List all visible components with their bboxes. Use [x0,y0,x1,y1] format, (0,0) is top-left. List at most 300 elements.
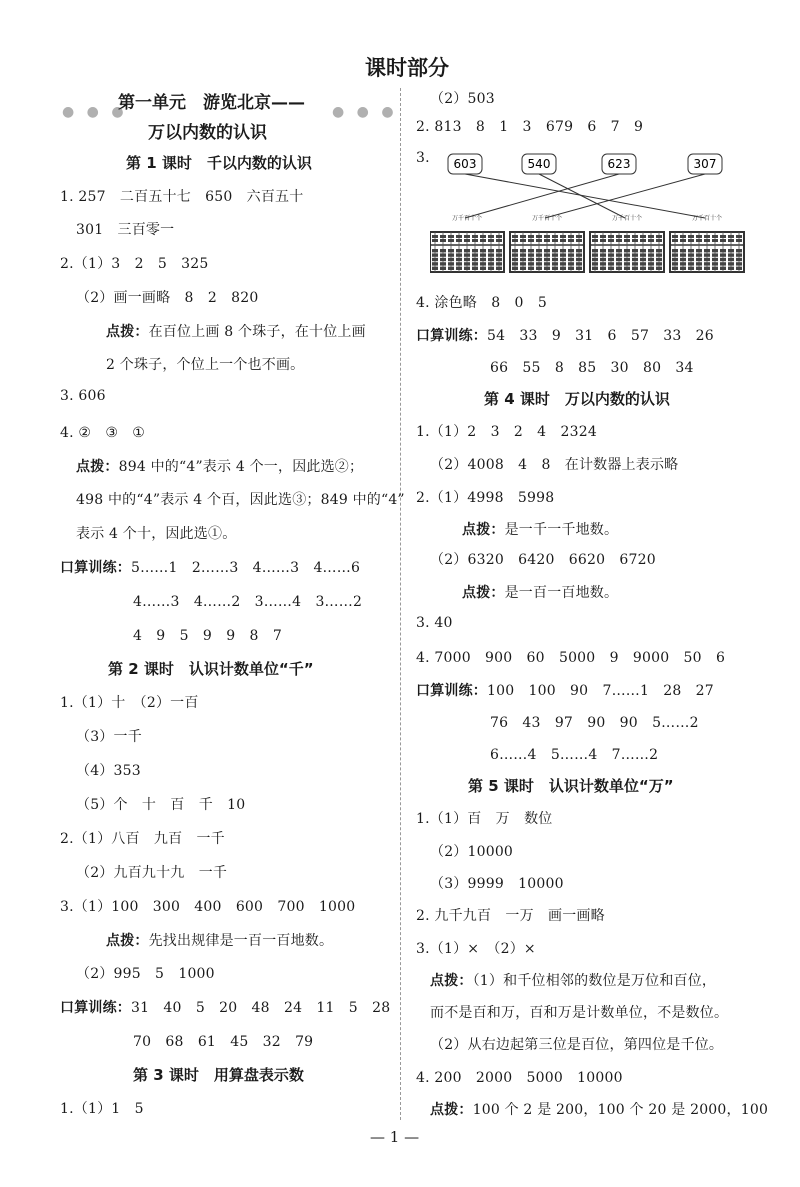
answer-line: 2. 813 8 1 3 679 6 7 9 [416,119,644,135]
abacus-bead [528,253,534,256]
abacus-bead [688,267,694,270]
abacus-bead [600,267,606,270]
abacus-bead [472,253,478,256]
abacus-bead [656,258,662,261]
abacus-bead [536,267,542,270]
abacus-bead [440,235,446,238]
abacus-bead [616,249,622,252]
abacus-bead [632,253,638,256]
abacus-bead [592,249,598,252]
tip-label: 点拨： [430,1102,473,1118]
abacus-bead [528,249,534,252]
oral-training-line: 76 43 97 90 90 5……2 [490,715,699,731]
abacus-bead [736,262,742,265]
abacus-bead [648,235,654,238]
tip-text: （1）和千位相邻的数位是万位和百位， [472,973,717,989]
abacus-bead [600,235,606,238]
abacus-bead [568,253,574,256]
abacus-bead [528,235,534,238]
answer-line: 3.（1）× （2）× [416,941,536,957]
tip-line: 498 中的“4”表示 4 个百，因此选③；849 中的“4” [76,492,405,508]
abacus-bead [728,253,734,256]
tip-label: 点拨： [462,585,505,601]
abacus-bead [648,249,654,252]
tip-line: 2 个珠子，个位上一个也不画。 [106,357,305,373]
answer-line: 2.（1）八百 九百 一千 [60,831,225,847]
abacus-bead [528,258,534,261]
abacus-bead [488,258,494,261]
abacus-bead [448,258,454,261]
abacus-bead [616,258,622,261]
abacus-bead [672,258,678,261]
abacus-bead [632,267,638,270]
abacus-bead [640,235,646,238]
abacus-bead [496,258,502,261]
abacus-bead [544,267,550,270]
abacus-bead [712,249,718,252]
answer-line: 3. 40 [416,615,453,631]
abacus-bead [496,239,502,242]
abacus-bead [680,235,686,238]
tip-text: 在百位上画 8 个珠子，在十位上画 [148,324,366,340]
abacus-bead [568,249,574,252]
abacus-bead [592,253,598,256]
abacus-bead [600,258,606,261]
lesson-1-heading: 第 1 课时 千以内数的认识 [126,154,312,172]
abacus-bead [432,258,438,261]
abacus-bead [640,249,646,252]
abacus-bead [576,239,582,242]
abacus-bead [480,253,486,256]
abacus-bead [520,262,526,265]
abacus-bead [608,235,614,238]
abacus-bead [592,239,598,242]
match-line [539,174,625,218]
abacus-bead [448,253,454,256]
tip-label: 点拨： [106,324,149,340]
abacus-bead [720,239,726,242]
abacus-bead [632,235,638,238]
oral-training-line: 4 9 5 9 9 8 7 [133,628,282,644]
abacus-bead [488,249,494,252]
abacus-bead [520,258,526,261]
abacus-bead [688,258,694,261]
place-label: 万千百十个 [612,215,643,222]
abacus-bead [616,262,622,265]
answer-line: 1. 257 二百五十七 650 六百五十 [60,189,304,205]
abacus-bead [472,249,478,252]
abacus-bead [720,267,726,270]
oral-training-line: 66 55 8 85 30 80 34 [490,360,694,376]
abacus-bead [624,249,630,252]
oral-training-line: 4……3 4……2 3……4 3……2 [133,594,363,610]
abacus-bead [472,235,478,238]
answer-line: （4）353 [76,763,141,779]
abacus-bead [432,239,438,242]
answer-line: 3. 606 [60,388,106,404]
abacus-bead [536,249,542,252]
answer-line: 2. 九千九百 一万 画一画略 [416,908,605,924]
abacus-bead [568,262,574,265]
abacus-bead [456,267,462,270]
tip-line [76,456,363,476]
abacus-bead [480,235,486,238]
answer-line: 3. [416,150,430,166]
abacus-bead [432,249,438,252]
abacus-bead [712,262,718,265]
abacus-bead [528,267,534,270]
abacus-bead [440,239,446,242]
number-box-label: 540 [527,157,551,171]
abacus-bead [520,249,526,252]
abacus-bead [568,258,574,261]
place-label: 万千百十个 [692,215,723,222]
abacus-bead [672,262,678,265]
abacus-bead [464,239,470,242]
place-label: 万千百十个 [532,215,563,222]
abacus-bead [536,239,542,242]
abacus-bead [536,258,542,261]
oral-training-line: 6……4 5……4 7……2 [490,747,659,763]
abacus-bead [656,249,662,252]
number-box-label: 307 [693,157,717,171]
abacus-bead [632,239,638,242]
abacus-bead [528,262,534,265]
abacus-bead [544,262,550,265]
abacus-matching-figure [430,148,760,278]
abacus-bead [704,249,710,252]
abacus-bead [448,235,454,238]
oral-text: 54 33 9 31 6 57 33 26 [487,328,714,344]
abacus-bead [456,249,462,252]
abacus-bead [520,253,526,256]
answer-line: 1.（1）百 万 数位 [416,811,553,827]
unit-subtitle: 万以内数的认识 [148,123,267,143]
abacus-bead [616,239,622,242]
abacus-bead [512,262,518,265]
abacus-bead [592,262,598,265]
abacus-bead [736,249,742,252]
abacus-bead [448,267,454,270]
abacus-bead [704,253,710,256]
oral-training-line [60,557,360,577]
abacus-bead [712,235,718,238]
tip-label: 点拨： [106,933,149,949]
abacus-bead [568,267,574,270]
abacus-bead [656,235,662,238]
answer-line: （2）10000 [430,844,514,860]
abacus-bead [544,239,550,242]
abacus-bead [736,239,742,242]
abacus-bead [640,239,646,242]
abacus-bead [696,253,702,256]
abacus-bead [688,239,694,242]
abacus-bead [632,249,638,252]
abacus-bead [616,235,622,238]
abacus-bead [576,262,582,265]
oral-label: 口算训练： [60,560,131,576]
abacus-bead [552,239,558,242]
abacus-bead [632,258,638,261]
oral-text: 31 40 5 20 48 24 11 5 28 [131,1000,391,1016]
answer-line: 4. 涂色略 8 0 5 [416,295,547,311]
abacus-bead [704,239,710,242]
abacus-bead [608,239,614,242]
abacus-bead [736,267,742,270]
abacus-bead [552,262,558,265]
abacus-bead [512,249,518,252]
abacus-bead [720,235,726,238]
abacus-bead [696,249,702,252]
tip-line [430,1099,768,1119]
abacus-bead [648,258,654,261]
abacus-bead [488,239,494,242]
abacus-bead [472,258,478,261]
abacus-bead [464,262,470,265]
abacus-bead [600,253,606,256]
abacus-bead [512,258,518,261]
decorative-dots-right: ● ● ● [332,104,398,120]
abacus-bead [688,235,694,238]
abacus-bead [496,249,502,252]
lesson-2-heading: 第 2 课时 认识计数单位“千” [108,660,314,678]
abacus-bead [608,262,614,265]
abacus-bead [440,258,446,261]
abacus-bead [456,239,462,242]
decorative-dots-left: ● ● ● [62,104,128,120]
abacus-group [430,232,744,272]
answer-line: 1.（1）十 （2）一百 [60,695,199,711]
abacus-bead [656,253,662,256]
abacus-bead [704,267,710,270]
abacus-bead [512,235,518,238]
abacus-bead [576,235,582,238]
abacus-bead [648,239,654,242]
match-line [545,174,705,218]
abacus-bead [600,249,606,252]
tip-label: 点拨： [430,973,473,989]
tip-line [430,970,716,990]
abacus-bead [696,262,702,265]
abacus-bead [440,249,446,252]
abacus-bead [536,253,542,256]
abacus-bead [624,235,630,238]
abacus-bead [688,253,694,256]
answer-line: （2）画一画略 8 2 820 [76,290,259,306]
abacus-bead [728,249,734,252]
abacus-bead [616,267,622,270]
answer-line: 301 三百零一 [76,222,175,238]
abacus-bead [616,253,622,256]
abacus-bead [712,267,718,270]
oral-training-line: 70 68 61 45 32 79 [133,1034,314,1050]
abacus-bead [600,239,606,242]
abacus-bead [648,262,654,265]
abacus-bead [456,258,462,261]
oral-label: 口算训练： [416,328,487,344]
oral-label: 口算训练： [416,683,487,699]
abacus-bead [488,262,494,265]
abacus-bead [544,249,550,252]
abacus-bead [528,239,534,242]
abacus-bead [448,249,454,252]
abacus-bead [496,253,502,256]
abacus-bead [736,258,742,261]
abacus-bead [520,267,526,270]
oral-text: 100 100 90 7……1 28 27 [487,683,714,699]
abacus-bead [536,262,542,265]
abacus-bead [496,235,502,238]
abacus-bead [728,262,734,265]
abacus-bead [544,253,550,256]
abacus-bead [480,262,486,265]
abacus-bead [544,258,550,261]
abacus-bead [568,239,574,242]
abacus-bead [560,258,566,261]
oral-training-line [416,680,714,700]
abacus-bead [512,267,518,270]
abacus-bead [672,249,678,252]
tip-line: （2）从右边起第三位是百位，第四位是千位。 [430,1037,724,1053]
abacus-bead [624,253,630,256]
abacus-bead [568,235,574,238]
abacus-bead [608,267,614,270]
answer-line: 4. 7000 900 60 5000 9 9000 50 6 [416,650,726,666]
abacus-bead [680,253,686,256]
oral-label: 口算训练： [60,1000,131,1016]
abacus-bead [464,235,470,238]
abacus-bead [440,262,446,265]
abacus-bead [680,249,686,252]
abacus-bead [592,267,598,270]
abacus-bead [488,267,494,270]
abacus-bead [480,267,486,270]
abacus-bead [512,253,518,256]
abacus-bead [704,235,710,238]
abacus-bead [432,262,438,265]
abacus-bead [560,249,566,252]
page-title: 课时部分 [365,56,449,80]
abacus-bead [712,239,718,242]
place-label: 万千百十个 [452,215,483,222]
abacus-bead [640,253,646,256]
answer-line: 4. 200 2000 5000 10000 [416,1070,623,1086]
abacus-bead [720,262,726,265]
abacus-bead [544,235,550,238]
abacus-bead [496,267,502,270]
abacus-bead [488,235,494,238]
abacus-bead [696,258,702,261]
abacus-bead [496,262,502,265]
abacus-bead [736,253,742,256]
oral-text: 5……1 2……3 4……3 4……6 [131,560,361,576]
page-number: — 1 — [370,1128,420,1146]
oral-training-line [416,325,714,345]
abacus-bead [680,267,686,270]
unit-title: 第一单元 游览北京—— [118,93,305,113]
abacus-bead [480,258,486,261]
tip-text: 先找出规律是一百一百地数。 [148,933,334,949]
abacus-bead [464,267,470,270]
abacus-bead [688,262,694,265]
abacus-bead [720,253,726,256]
abacus-bead [608,253,614,256]
tip-line: 表示 4 个十，因此选①。 [76,526,237,542]
abacus-bead [512,239,518,242]
abacus-bead [632,262,638,265]
abacus-bead [576,267,582,270]
abacus-bead [696,239,702,242]
abacus-bead [600,262,606,265]
abacus-bead [560,235,566,238]
abacus-bead [464,258,470,261]
abacus-bead [624,262,630,265]
abacus-bead [656,267,662,270]
match-line [465,174,705,218]
abacus-bead [576,253,582,256]
abacus-bead [656,262,662,265]
abacus-bead [640,262,646,265]
abacus-bead [480,239,486,242]
answer-line: 2.（1）3 2 5 325 [60,256,209,272]
abacus-bead [440,253,446,256]
abacus-bead [592,258,598,261]
answer-line: （3）9999 10000 [430,876,564,892]
abacus-bead [552,267,558,270]
tip-line [462,582,618,602]
oral-training-line [60,997,390,1017]
abacus-bead [648,253,654,256]
answer-line: （2）995 5 1000 [76,966,215,982]
abacus-bead [488,253,494,256]
answer-line: （2）503 [430,91,495,107]
tip-line [106,321,366,341]
abacus-bead [520,239,526,242]
abacus-bead [712,253,718,256]
abacus-bead [736,235,742,238]
abacus-bead [720,258,726,261]
abacus-bead [464,253,470,256]
abacus-bead [560,262,566,265]
abacus-bead [624,239,630,242]
answer-line: 2.（1）4998 5998 [416,490,555,506]
abacus-bead [704,258,710,261]
tip-text: 是一千一千地数。 [504,522,619,538]
abacus-bead [576,249,582,252]
abacus-bead [728,258,734,261]
abacus-bead [672,239,678,242]
abacus-bead [456,235,462,238]
abacus-bead [728,235,734,238]
answer-line: （2）6320 6420 6620 6720 [430,552,656,568]
abacus-bead [680,239,686,242]
column-divider [400,88,401,1120]
abacus-bead [648,267,654,270]
abacus-bead [576,258,582,261]
answer-line: （2）4008 4 8 在计数器上表示略 [430,457,679,473]
abacus-bead [672,267,678,270]
abacus-bead [688,249,694,252]
abacus-bead [448,239,454,242]
abacus-bead [560,253,566,256]
abacus-bead [640,267,646,270]
number-box-label: 603 [453,157,477,171]
tip-label: 点拨： [462,522,505,538]
abacus-bead [640,258,646,261]
abacus-bead [536,235,542,238]
answer-line: 1.（1）2 3 2 4 2324 [416,424,597,440]
abacus-bead [704,262,710,265]
